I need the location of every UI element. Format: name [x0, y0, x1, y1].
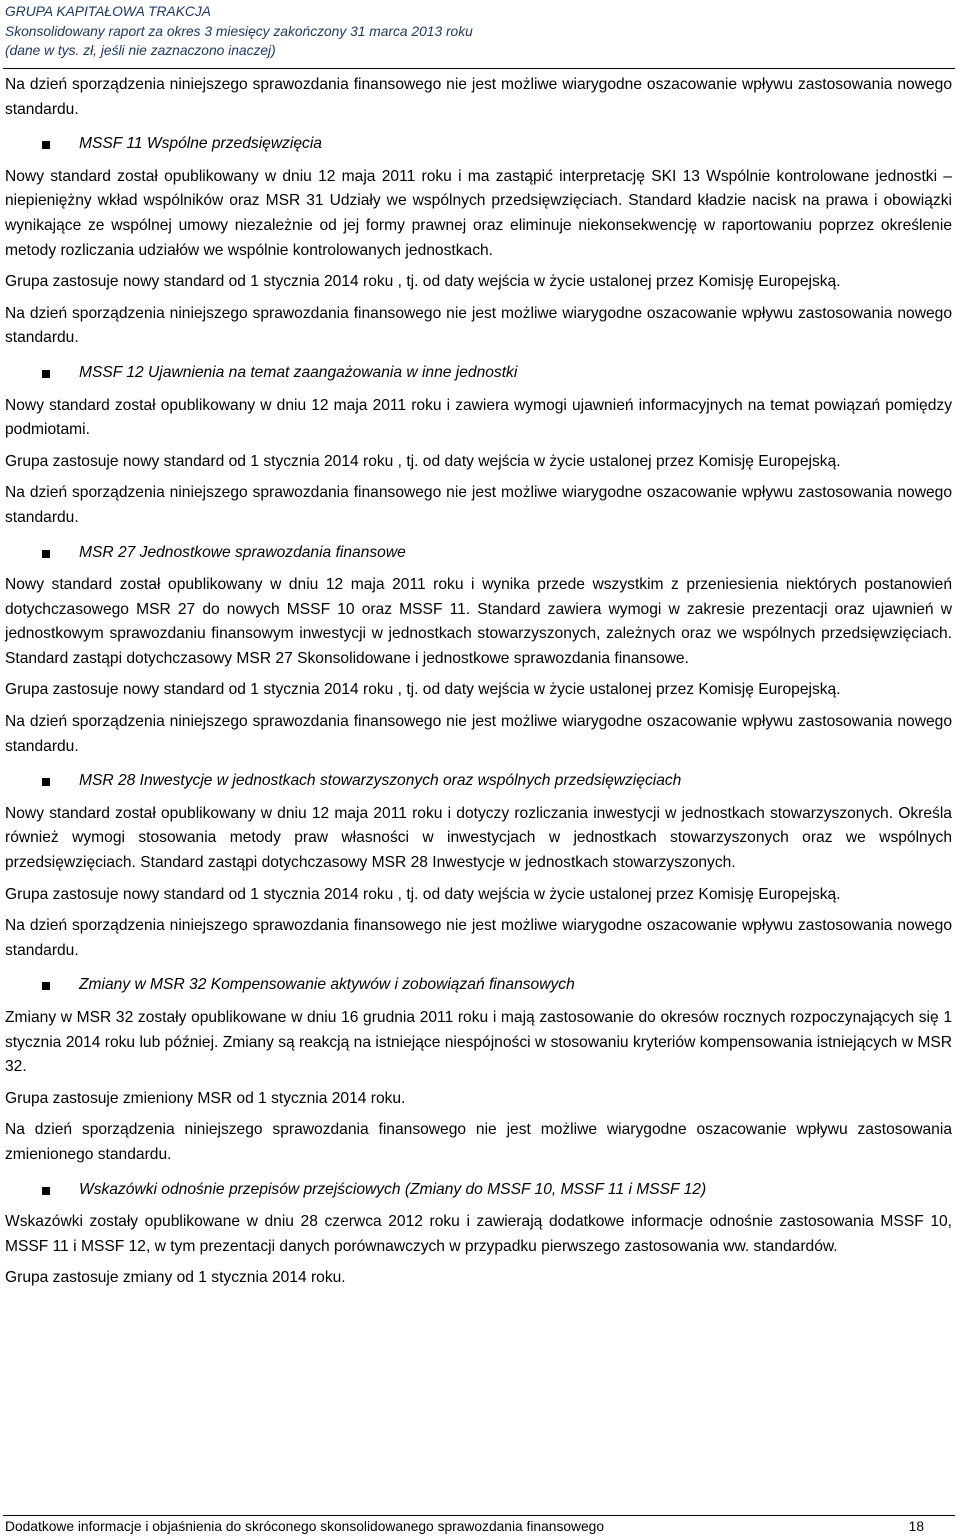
bullet-square-icon [42, 141, 50, 149]
section-paragraph: Zmiany w MSR 32 zostały opublikowane w dniu 16 grudnia 2011 roku i mają zastosowanie do okresów rocznych rozpoczynających się 1 stycznia 2014 roku lub później. Zmiany są reakcją na istniejące niespójności w stosowaniu kryteriów kompensowania istniejących w MSR 32. [5, 1009, 952, 1076]
section-paragraph: Nowy standard został opublikowany w dniu 12 maja 2011 roku i zawiera wymogi ujawnień informacyjnych na temat powiązań pomiędzy podmiotami. [5, 396, 952, 439]
bullet-square-icon [42, 550, 50, 558]
header-rule [3, 68, 955, 69]
section-paragraph: Na dzień sporządzenia niniejszego sprawozdania finansowego nie jest możliwe wiarygodne oszacowanie wpływu zastosowania nowego standardu. [5, 713, 952, 755]
section-paragraph: Na dzień sporządzenia niniejszego sprawozdania finansowego nie jest możliwe wiarygodne oszacowanie wpływu zastosowania nowego standardu. [5, 304, 952, 347]
section-paragraph: Nowy standard został opublikowany w dniu 12 maja 2011 roku i dotyczy rozliczania inwestycji w jednostkach stowarzyszonych. Określa również wymogi stosowania metody praw własności w inwestycjach w jednostkach stowarzyszonych oraz we wspólnych przedsięwzięciach. Standard zastąpi dotychczasowy MSR 28 Inwestycje w jednostkach stowarzyszonych. [5, 804, 952, 872]
section-paragraph: Grupa zastosuje nowy standard od 1 stycznia 2014 roku , tj. od daty wejścia w życie ustalonej przez Komisję Europejską. [5, 885, 841, 903]
bullet-square-icon [42, 370, 50, 378]
section-paragraph: Na dzień sporządzenia niniejszego sprawozdania finansowego nie jest możliwe wiarygodne oszacowanie wpływu zastosowania nowego standardu. [5, 917, 952, 959]
section-paragraph: Wskazówki zostały opublikowane w dniu 28 czerwca 2012 roku i zawierają dodatkowe informacje odnośnie zastosowania MSSF 10, MSSF 11 i MSSF 12, w tym prezentacji danych porównawczych w przypadku pierwszego zastosowania ww. standardów. [5, 1213, 952, 1255]
page-header [5, 2, 955, 69]
section-paragraph: Grupa zastosuje zmiany od 1 stycznia 2014 roku. [5, 1269, 346, 1287]
section-paragraph: Grupa zastosuje nowy standard od 1 stycznia 2014 roku , tj. od daty wejścia w życie ustalonej przez Komisję Europejską. [5, 452, 841, 470]
bullet-square-icon [42, 1187, 50, 1195]
currency-note: (dane w tys. zł, jeśli nie zaznaczono inaczej) [5, 43, 276, 58]
section-heading-msr32: Zmiany w MSR 32 Kompensowanie aktywów i zobowiązań finansowych [5, 973, 952, 998]
section-paragraph: Grupa zastosuje nowy standard od 1 stycznia 2014 roku , tj. od daty wejścia w życie ustalonej przez Komisję Europejską. [5, 273, 841, 291]
section-paragraph: Nowy standard został opublikowany w dniu 12 maja 2011 roku i ma zastąpić interpretację SKI 13 Wspólnie kontrolowane jednostki – niepieniężny wkład wspólników oraz MSR 31 Udziały we wspólnych przedsięwzięciach. Standard kładzie nacisk na prawa i obowiązki wynikające ze wspólnej umowy niezależnie od jej formy prawnej oraz eliminuje niekonsekwencję w raportowaniu poprzez określenie metody rozliczania udziałów we wspólnie kontrolowanych jednostkach. [5, 167, 952, 259]
section-paragraph: Grupa zastosuje zmieniony MSR od 1 stycznia 2014 roku. [5, 1089, 406, 1107]
bullet-square-icon [42, 778, 50, 786]
section-paragraph: Na dzień sporządzenia niniejszego sprawozdania finansowego nie jest możliwe wiarygodne oszacowanie wpływu zastosowania zmienionego standardu. [5, 1121, 952, 1163]
footer-text: Dodatkowe informacje i objaśnienia do skróconego skonsolidowanego sprawozdania finansowego [5, 1519, 605, 1534]
section-heading-mssf11: MSSF 11 Wspólne przedsięwzięcia [5, 132, 952, 157]
page-number: 18 [908, 1519, 924, 1534]
section-heading-transition-guidance: Wskazówki odnośnie przepisów przejściowych (Zmiany do MSSF 10, MSSF 11 i MSSF 12) [5, 1178, 952, 1203]
section-heading-mssf12: MSSF 12 Ujawnienia na temat zaangażowania w inne jednostki [5, 361, 952, 386]
section-heading-msr27: MSR 27 Jednostkowe sprawozdania finansowe [5, 541, 952, 566]
section-paragraph: Nowy standard został opublikowany w dniu 12 maja 2011 roku i wynika przede wszystkim z przeniesienia niektórych postanowień dotychczasowego MSR 27 do nowych MSSF 10 oraz MSSF 11. Standard zawiera wymogi w zakresie prezentacji oraz ujawnień w jednostkowym sprawozdaniu finansowym inwestycji w jednostkach stowarzyszonych, zależnych oraz we wspólnych przedsięwzięciach. Standard zastąpi dotychczasowy MSR 27 Skonsolidowane i jednostkowe sprawozdania finansowe. [5, 576, 952, 667]
company-name: GRUPA KAPITAŁOWA TRAKCJA [5, 4, 211, 19]
section-heading-msr28: MSR 28 Inwestycje w jednostkach stowarzyszonych oraz wspólnych przedsięwzięciach [5, 769, 952, 794]
section-paragraph: Grupa zastosuje nowy standard od 1 stycznia 2014 roku , tj. od daty wejścia w życie ustalonej przez Komisję Europejską. [5, 681, 841, 699]
bullet-square-icon [42, 982, 50, 990]
report-title: Skonsolidowany raport za okres 3 miesięcy zakończony 31 marca 2013 roku [5, 23, 473, 39]
page-footer [5, 1515, 952, 1538]
document-body [5, 73, 952, 1291]
section-paragraph: Na dzień sporządzenia niniejszego sprawozdania finansowego nie jest możliwe wiarygodne oszacowanie wpływu zastosowania nowego standardu. [5, 484, 952, 526]
intro-paragraph: Na dzień sporządzenia niniejszego sprawozdania finansowego nie jest możliwe wiarygodne oszacowanie wpływu zastosowania nowego standardu. [5, 76, 952, 118]
